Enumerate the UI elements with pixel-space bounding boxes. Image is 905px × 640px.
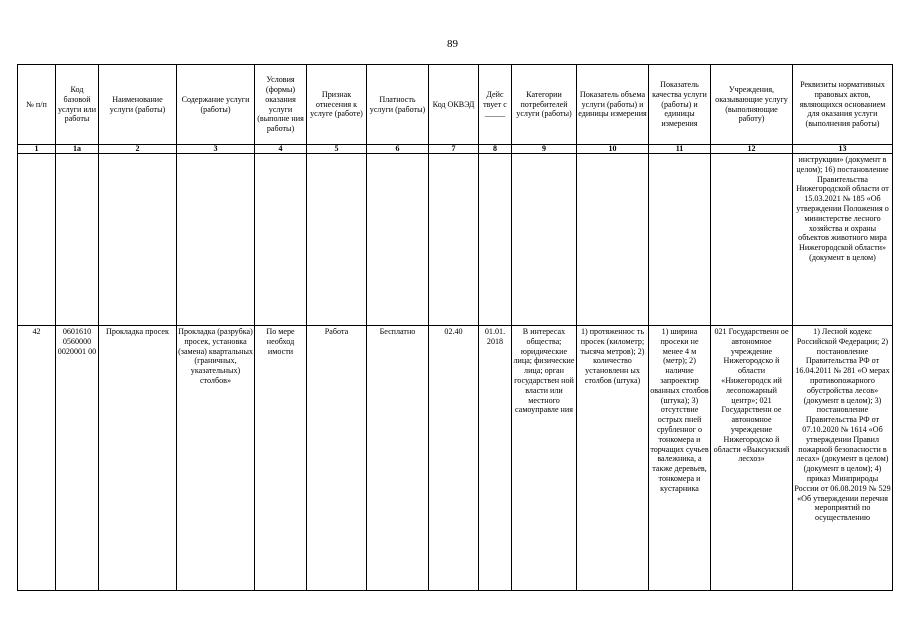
header-okved: Код ОКВЭД	[429, 65, 479, 145]
header-valid-from-label: Дейс твует с	[483, 89, 507, 109]
header-content: Содержание услуги (работы)	[177, 65, 255, 145]
col-index: 6	[367, 145, 429, 154]
cell-consumers: В интересах общества; юридические лица; физические лица; орган государствен ной власти или местного самоуправле ния	[512, 326, 577, 591]
header-row	[18, 65, 893, 145]
header-institutions: Учреждения, оказывающие услугу (выполняющие работу)	[711, 65, 793, 145]
col-index: 8	[479, 145, 512, 154]
column-index-row	[18, 145, 893, 154]
cell-acts: 1) Лесной кодекс Российской Федерации; 2) постановление Правительства РФ от 16.04.2011 № 281 «О мерах противопожарного обустройства лесов» (документ в целом); 3) постановление Правительства РФ от 07.10.2020 № 1614 «Об утверждении Правил пожарной безопасности в лесах» (документ в целом) (документ в целом); 4) приказ Минприроды России от 06.08.2019 № 529 «Об утверждении перечня мероприятий по осуществлению	[793, 326, 893, 591]
cell-content: Прокладка (разрубка) просек, установка (замена) квартальных (граничных, указательных) столбов»	[177, 326, 255, 591]
cell-institutions: 021 Государственн ое автономное учреждение Нижегородско й области «Нижегородск ий лесопожарный центр»; 021 Государственн ое автономное учреждение Нижегородско й области «Выксунский лесхоз»	[711, 326, 793, 591]
col-index: 13	[793, 145, 893, 154]
col-index: 10	[577, 145, 649, 154]
col-index: 9	[512, 145, 577, 154]
col-index: 4	[255, 145, 307, 154]
header-attribute: Признак отнесения к услуге (работе)	[307, 65, 367, 145]
col-index: 3	[177, 145, 255, 154]
col-index: 5	[307, 145, 367, 154]
col-index: 11	[649, 145, 711, 154]
header-name: Наименование услуги (работы)	[99, 65, 177, 145]
col-index: 1а	[56, 145, 99, 154]
cell-okved: 02.40	[429, 326, 479, 591]
table-row-continuation	[18, 154, 893, 326]
cell-payment: Бесплатно	[367, 326, 429, 591]
header-valid-from: Дейс твует с _____	[479, 65, 512, 145]
cell-volume: 1) протяженнос ть просек (километр; тысяча метров); 2) количество установленн ых столбов (штука)	[577, 326, 649, 591]
cell-name: Прокладка просек	[99, 326, 177, 591]
header-consumers: Категории потребителей услуги (работы)	[512, 65, 577, 145]
cell-conditions: По мере необход имости	[255, 326, 307, 591]
header-payment: Платность услуги (работы)	[367, 65, 429, 145]
page-number: 89	[447, 38, 458, 50]
services-table	[17, 64, 893, 591]
cell-code: 0601610 0560000 0020001 00	[56, 326, 99, 591]
header-quality: Показатель качества услуги (работы) и единицы измерения	[649, 65, 711, 145]
cell-valid-from: 01.01. 2018	[479, 326, 512, 591]
header-acts: Реквизиты нормативных правовых актов, являющихся основанием для оказания услуги (выполнения работы)	[793, 65, 893, 145]
acts-continuation-cell: инструкции» (документ в целом); 16) постановление Правительства Нижегородской области от 15.03.2021 № 185 «Об утверждении Положения о министерстве лесного хозяйства и охраны объектов животного мира Нижегородской области» (документ в целом)	[793, 154, 893, 326]
col-index: 12	[711, 145, 793, 154]
table-row	[18, 326, 893, 591]
col-index: 1	[18, 145, 56, 154]
col-index: 7	[429, 145, 479, 154]
cell-num: 42	[18, 326, 56, 591]
col-index: 2	[99, 145, 177, 154]
header-code: Код базовой услуги или работы	[56, 65, 99, 145]
header-num: № п/п	[18, 65, 56, 145]
cell-attribute: Работа	[307, 326, 367, 591]
cell-quality: 1) ширина просеки не менее 4 м (метр); 2) наличие запроектир ованных столбов (штука); 3) отсутствие острых пней срубленног о тонкомера и торчащих сучьев валежника, а также деревьев, тонкомера и кустарника	[649, 326, 711, 591]
header-conditions: Условия (формы) оказания услуги (выполне ния работы)	[255, 65, 307, 145]
header-volume: Показатель объема услуги (работы) и единицы измерения	[577, 65, 649, 145]
